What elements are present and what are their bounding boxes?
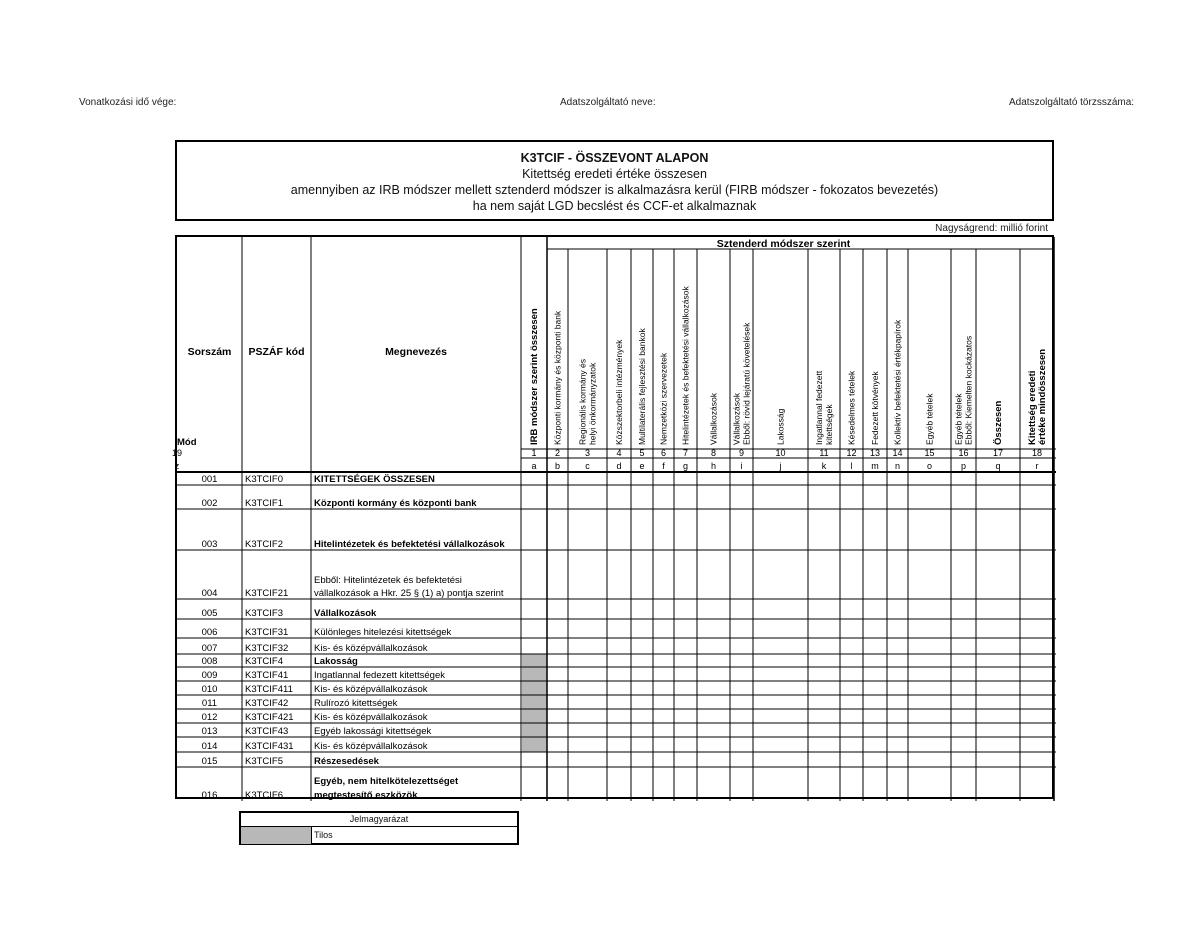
row-number: 007 <box>201 643 218 654</box>
column-header-label: kitettségek <box>824 404 834 445</box>
column-header-label: Ingatlannal fedezett <box>814 370 824 445</box>
row-pszaf-code: K3TCIF2 <box>245 539 284 550</box>
row-number: 004 <box>201 588 218 599</box>
row-number: 002 <box>201 498 218 509</box>
column-code: a <box>531 461 537 471</box>
column-header-label: Multilaterális fejlesztési bankok <box>637 328 647 445</box>
column-code: i <box>740 461 743 471</box>
legend-title: Jelmagyarázat <box>241 813 517 827</box>
provider-id-label: Adatszolgáltató törzsszáma: <box>1009 97 1135 108</box>
row-number: 009 <box>201 670 218 681</box>
forbidden-cell <box>522 723 547 737</box>
column-code: f <box>662 461 665 471</box>
row-name: Különleges hitelezési kitettségek <box>314 627 452 638</box>
row-pszaf-code: K3TCIF431 <box>245 741 294 752</box>
row-name: Kis- és középvállalkozások <box>314 643 428 654</box>
column-number: 5 <box>639 448 645 458</box>
row-name: KITETTSÉGEK ÖSSZESEN <box>314 474 435 485</box>
row-pszaf-code: K3TCIF3 <box>245 608 284 619</box>
row-name: Egyéb lakossági kitettségek <box>314 726 432 737</box>
column-number: 18 <box>1031 448 1043 458</box>
column-number: 12 <box>846 448 857 458</box>
column-header-label: Közszektorbeli intézmények <box>614 339 624 445</box>
legend-forbidden-label: Tilos <box>314 830 333 840</box>
row-number: 015 <box>201 756 218 767</box>
column-number: 10 <box>775 448 786 458</box>
column-code: o <box>926 461 933 471</box>
column-number: 11 <box>819 448 829 458</box>
column-header-label: Hitelintézetek és befektetési vállalkozások <box>680 286 691 445</box>
row-pszaf-code: K3TCIF4 <box>245 656 284 667</box>
column-number: 4 <box>616 448 622 458</box>
column-code: k <box>821 461 827 471</box>
column-code: l <box>850 461 853 471</box>
column-number: 2 <box>554 448 561 458</box>
row-name: Részesedések <box>314 756 379 767</box>
column-number: 16 <box>958 448 969 458</box>
legend-forbidden-swatch <box>241 827 312 844</box>
header-standard-method: Sztenderd módszer szerint <box>716 238 851 250</box>
column-number: 1 <box>531 448 537 458</box>
column-header-label: értéke mindösszesen <box>1037 348 1048 445</box>
reference-period-label: Vonatkozási idő vége: <box>79 97 177 108</box>
row-number: 012 <box>201 712 218 723</box>
column-code: g <box>682 461 689 471</box>
header-sorszam: Sorszám <box>187 346 232 358</box>
column-number: 6 <box>660 448 667 458</box>
report-title: K3TCIF - ÖSSZEVONT ALAPON <box>520 151 709 165</box>
column-header-label: Vállalkozások <box>708 393 719 445</box>
row-pszaf-code: K3TCIF41 <box>245 670 289 681</box>
row-pszaf-code: K3TCIF6 <box>245 790 284 801</box>
column-header-label: Vállalkozások <box>731 393 742 445</box>
row-name: Rulírozó kitettségek <box>314 698 398 709</box>
provider-name-label: Adatszolgáltató neve: <box>560 97 656 108</box>
column-code: p <box>960 461 967 471</box>
column-number: 17 <box>992 448 1004 458</box>
forbidden-cell <box>522 737 547 752</box>
row-name: Kis- és középvállalkozások <box>314 741 428 752</box>
report-title-box <box>175 140 1054 221</box>
row-name: Vállalkozások <box>314 608 377 619</box>
column-header-label: Ebből: Kiemelten kockázatos <box>963 335 974 445</box>
report-grid <box>171 237 1056 801</box>
column-header-label: Fedezett kötvények <box>870 371 880 445</box>
column-code: n <box>894 461 901 471</box>
row-number: 016 <box>201 790 218 801</box>
column-header-label: Összesen <box>993 400 1004 445</box>
forbidden-cell <box>522 681 547 695</box>
column-code: c <box>585 461 590 471</box>
column-header-label: Lakosság <box>775 408 786 445</box>
column-number: 13 <box>869 448 881 458</box>
report-condition-2: ha nem saját LGD becslést és CCF-et alkalmaznak <box>472 199 757 213</box>
row-pszaf-code: K3TCIF43 <box>245 726 289 737</box>
row-number: 010 <box>201 684 218 695</box>
row-number: 008 <box>201 656 218 667</box>
row-name: Központi kormány és központi bank <box>314 498 477 509</box>
row-pszaf-code: K3TCIF21 <box>245 588 289 599</box>
column-code: d <box>616 461 622 471</box>
header-megnevezes: Megnevezés <box>385 346 447 358</box>
row-pszaf-code: K3TCIF42 <box>245 698 289 709</box>
row-number: 013 <box>201 726 218 737</box>
row-pszaf-code: K3TCIF421 <box>245 712 294 723</box>
unit-note: Nagyságrend: millió forint <box>935 223 1048 234</box>
column-header-label: IRB módszer szerint összesen <box>529 308 540 445</box>
row-name: Lakosság <box>314 656 358 667</box>
forbidden-cell <box>522 667 547 681</box>
column-number: 9 <box>738 448 745 458</box>
column-header-label: Késedelmes tételek <box>846 370 857 445</box>
row-number: 003 <box>201 539 218 550</box>
column-header-label: Egyéb tételek <box>953 393 964 445</box>
column-number: 14 <box>892 448 903 458</box>
row-name: Hitelintézetek és befektetési vállalkozások <box>314 539 505 550</box>
column-code: j <box>779 461 782 471</box>
row-name: vállalkozások a Hkr. 25 § (1) a) pontja szerint <box>314 588 504 599</box>
column-code: h <box>710 461 717 471</box>
column-code: q <box>995 461 1001 471</box>
row-number: 005 <box>201 608 218 619</box>
column-code: r <box>1035 461 1039 471</box>
row-name: megtestesítő eszközök <box>314 790 418 801</box>
column-number: 19 <box>171 448 183 458</box>
row-pszaf-code: K3TCIF411 <box>245 684 293 695</box>
column-code: e <box>639 461 645 471</box>
column-header-label: Központi kormány és központi bank <box>552 310 563 445</box>
forbidden-cell <box>522 654 547 667</box>
row-number: 011 <box>201 698 218 709</box>
legend-box <box>239 811 519 845</box>
forbidden-cell <box>522 695 547 709</box>
report-table <box>171 235 1054 801</box>
column-code: z <box>174 461 180 471</box>
row-name: Ingatlannal fedezett kitettségek <box>314 670 445 681</box>
column-header-label: Egyéb tételek <box>924 393 935 445</box>
column-number: 7 <box>682 448 689 458</box>
row-number: 014 <box>201 741 218 752</box>
column-number: 3 <box>584 448 591 458</box>
column-header-label: Nemzetközi szervezetek <box>658 352 669 445</box>
column-number: 15 <box>924 448 935 458</box>
column-header-label: helyi önkormányzatok <box>587 362 598 445</box>
column-number: 8 <box>710 448 717 458</box>
report-subtitle: Kitettség eredeti értéke összesen <box>522 167 707 181</box>
row-name: Kis- és középvállalkozások <box>314 712 428 723</box>
column-code: m <box>871 461 879 471</box>
column-header-label: Kitettség eredeti <box>1027 370 1038 445</box>
row-pszaf-code: K3TCIF32 <box>245 643 289 654</box>
row-pszaf-code: K3TCIF5 <box>245 756 284 767</box>
row-pszaf-code: K3TCIF31 <box>245 627 289 638</box>
row-number: 001 <box>201 474 218 485</box>
column-header-label: Kollektív befektetési értékpapírok <box>892 319 903 445</box>
column-header-label: Mód <box>177 437 197 448</box>
row-number: 006 <box>201 627 218 638</box>
row-pszaf-code: K3TCIF0 <box>245 474 284 485</box>
forbidden-cell <box>522 709 547 723</box>
row-name: Ebből: Hitelintézetek és befektetési <box>314 575 462 586</box>
report-condition: amennyiben az IRB módszer mellett sztenderd módszer is alkalmazásra kerül (FIRB módszer - fokozatos bevezetés) <box>290 183 939 197</box>
column-code: b <box>554 461 561 471</box>
row-name: Egyéb, nem hitelkötelezettséget <box>314 776 459 787</box>
header-pszaf-code: PSZÁF kód <box>248 346 305 358</box>
row-pszaf-code: K3TCIF1 <box>245 498 284 509</box>
column-header-label: Regionális kormány és <box>577 359 588 445</box>
column-header-label: Ebből: rövid lejáratú követelések <box>741 322 752 445</box>
row-name: Kis- és középvállalkozások <box>314 684 428 695</box>
